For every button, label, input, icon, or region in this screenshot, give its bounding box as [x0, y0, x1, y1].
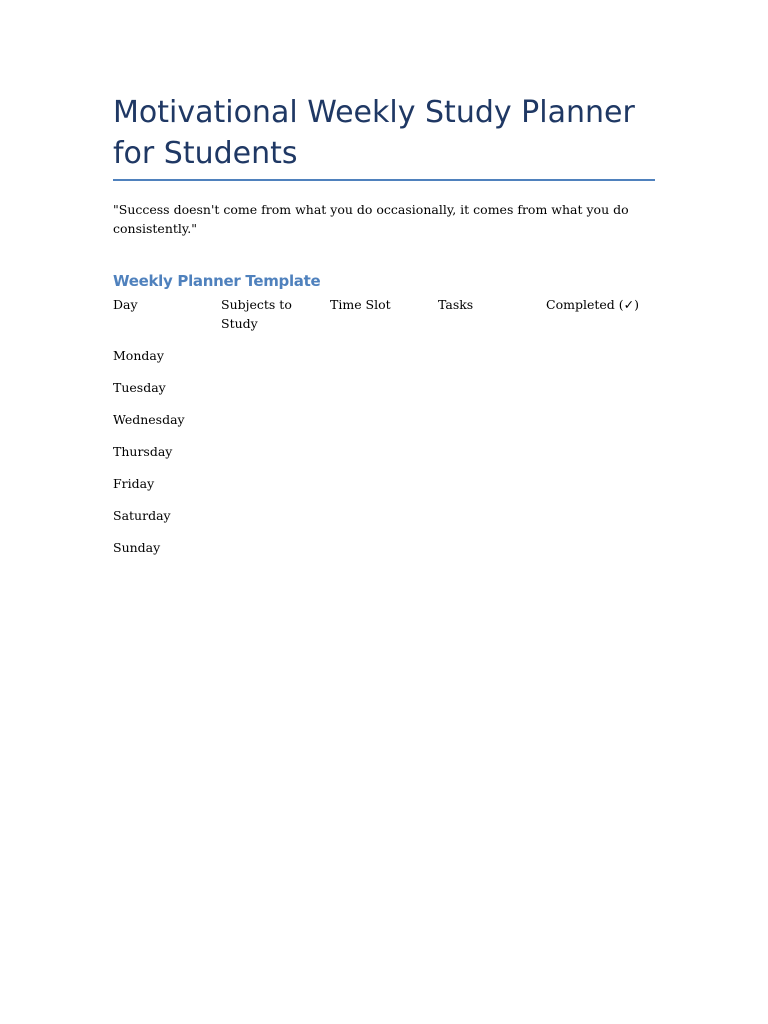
- tasks-cell[interactable]: [438, 474, 546, 506]
- completed-cell[interactable]: [546, 346, 655, 378]
- header-tasks: Tasks: [438, 297, 474, 312]
- time-slot-cell[interactable]: [330, 506, 438, 538]
- day-cell: Saturday: [113, 508, 171, 523]
- tasks-cell[interactable]: [438, 506, 546, 538]
- header-time-slot: Time Slot: [330, 297, 391, 312]
- subjects-cell[interactable]: [221, 378, 330, 410]
- motivational-quote: "Success doesn't come from what you do occasionally, it comes from what you do consistently.": [113, 202, 629, 236]
- day-cell: Thursday: [113, 444, 173, 459]
- completed-cell[interactable]: [546, 378, 655, 410]
- day-cell: Wednesday: [113, 412, 185, 427]
- table-row: [113, 346, 655, 378]
- table-row: [113, 378, 655, 410]
- section-heading: Weekly Planner Template: [113, 272, 321, 290]
- time-slot-cell[interactable]: [330, 442, 438, 474]
- completed-cell[interactable]: [546, 442, 655, 474]
- subjects-cell[interactable]: [221, 474, 330, 506]
- table-row: [113, 442, 655, 474]
- tasks-cell[interactable]: [438, 410, 546, 442]
- time-slot-cell[interactable]: [330, 410, 438, 442]
- subjects-cell[interactable]: [221, 506, 330, 538]
- day-cell: Tuesday: [113, 380, 166, 395]
- subjects-cell[interactable]: [221, 346, 330, 378]
- weekly-planner-table: [113, 295, 655, 570]
- time-slot-cell[interactable]: [330, 538, 438, 570]
- tasks-cell[interactable]: [438, 442, 546, 474]
- header-completed: Completed (✓): [546, 297, 639, 312]
- completed-cell[interactable]: [546, 474, 655, 506]
- table-row: [113, 506, 655, 538]
- completed-cell[interactable]: [546, 410, 655, 442]
- time-slot-cell[interactable]: [330, 378, 438, 410]
- tasks-cell[interactable]: [438, 346, 546, 378]
- time-slot-cell[interactable]: [330, 346, 438, 378]
- title-underline: [113, 179, 655, 181]
- day-cell: Monday: [113, 348, 164, 363]
- tasks-cell[interactable]: [438, 538, 546, 570]
- table-row: [113, 474, 655, 506]
- table-row: [113, 410, 655, 442]
- table-row: [113, 538, 655, 570]
- subjects-cell[interactable]: [221, 442, 330, 474]
- completed-cell[interactable]: [546, 538, 655, 570]
- header-subjects: Subjects to Study: [221, 297, 292, 331]
- day-cell: Sunday: [113, 540, 161, 555]
- day-cell: Friday: [113, 476, 155, 491]
- table-header-row: [113, 295, 655, 346]
- subjects-cell[interactable]: [221, 538, 330, 570]
- tasks-cell[interactable]: [438, 378, 546, 410]
- time-slot-cell[interactable]: [330, 474, 438, 506]
- document-title: Motivational Weekly Study Planner for Students: [113, 95, 635, 171]
- header-day: Day: [113, 297, 138, 312]
- subjects-cell[interactable]: [221, 410, 330, 442]
- completed-cell[interactable]: [546, 506, 655, 538]
